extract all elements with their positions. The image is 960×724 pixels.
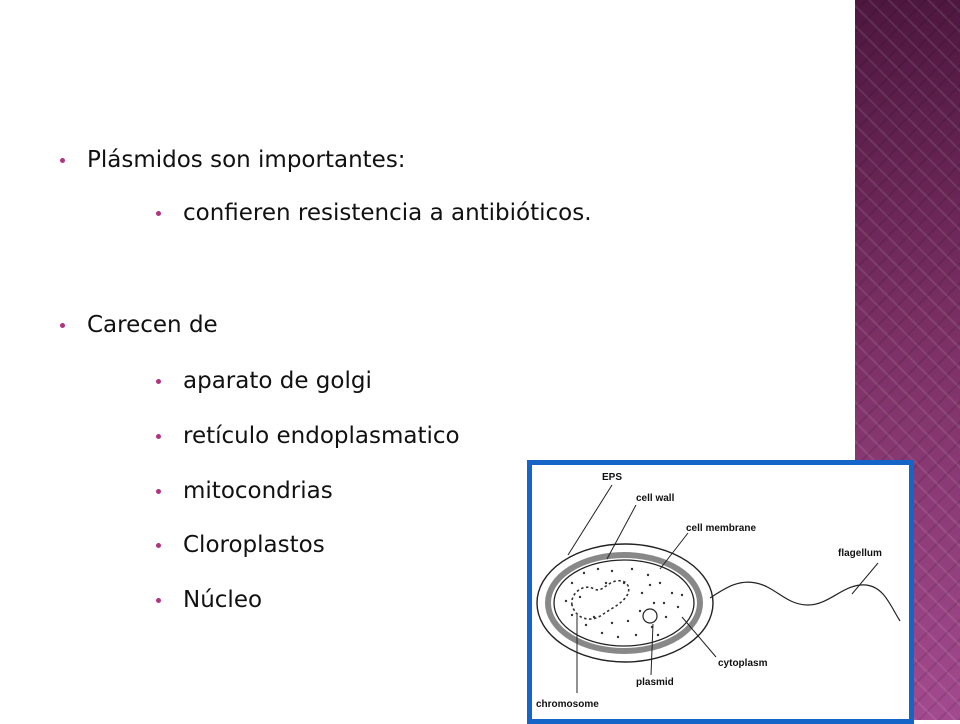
cell-membrane	[554, 560, 694, 646]
bullet-text: mitocondrias	[183, 478, 333, 504]
bullet-dot-icon	[156, 543, 161, 548]
bullet-text: Núcleo	[183, 587, 263, 613]
bullet-item-chloroplasts	[156, 528, 325, 562]
bacterial-cell-diagram	[527, 460, 914, 724]
label-eps: EPS	[602, 472, 623, 483]
bullet-text: retículo endoplasmatico	[183, 423, 460, 449]
bullet-dot-icon	[156, 598, 161, 603]
eps-capsule	[537, 544, 713, 662]
bullet-dot-icon	[60, 158, 65, 163]
bullet-text: confieren resistencia a antibióticos.	[183, 200, 592, 226]
bullet-item-er	[156, 419, 460, 453]
label-cytoplasm: cytoplasm	[718, 658, 768, 669]
bullet-text: Plásmidos son importantes:	[87, 147, 406, 173]
bullet-dot-icon	[156, 489, 161, 494]
cell-wall	[548, 555, 700, 651]
bullet-item-nucleus	[156, 583, 262, 617]
bullet-dot-icon	[156, 434, 161, 439]
bullet-dot-icon	[156, 211, 161, 216]
bullet-text: Cloroplastos	[183, 532, 325, 558]
flagellum	[710, 582, 900, 621]
label-flagellum: flagellum	[838, 548, 882, 559]
plasmid-ring	[643, 609, 657, 623]
bullet-dot-icon	[156, 379, 161, 384]
bacterial-cell-svg	[532, 465, 909, 719]
bullet-item-plasmids	[60, 143, 406, 177]
label-cell-wall: cell wall	[636, 493, 675, 504]
bullet-text: Carecen de	[87, 312, 218, 338]
cytoplasm-dots	[565, 568, 683, 638]
label-chromosome: chromosome	[536, 699, 599, 710]
bullet-dot-icon	[60, 323, 65, 328]
bullet-item-antibiotic-resistance	[156, 196, 592, 230]
bullet-item-mitochondria	[156, 474, 333, 508]
bullet-item-lack	[60, 308, 218, 342]
bullet-text: aparato de golgi	[183, 368, 372, 394]
chromosome-loop	[572, 581, 629, 619]
label-cell-membrane: cell membrane	[686, 523, 757, 534]
label-plasmid: plasmid	[636, 677, 674, 688]
bullet-item-golgi	[156, 364, 372, 398]
